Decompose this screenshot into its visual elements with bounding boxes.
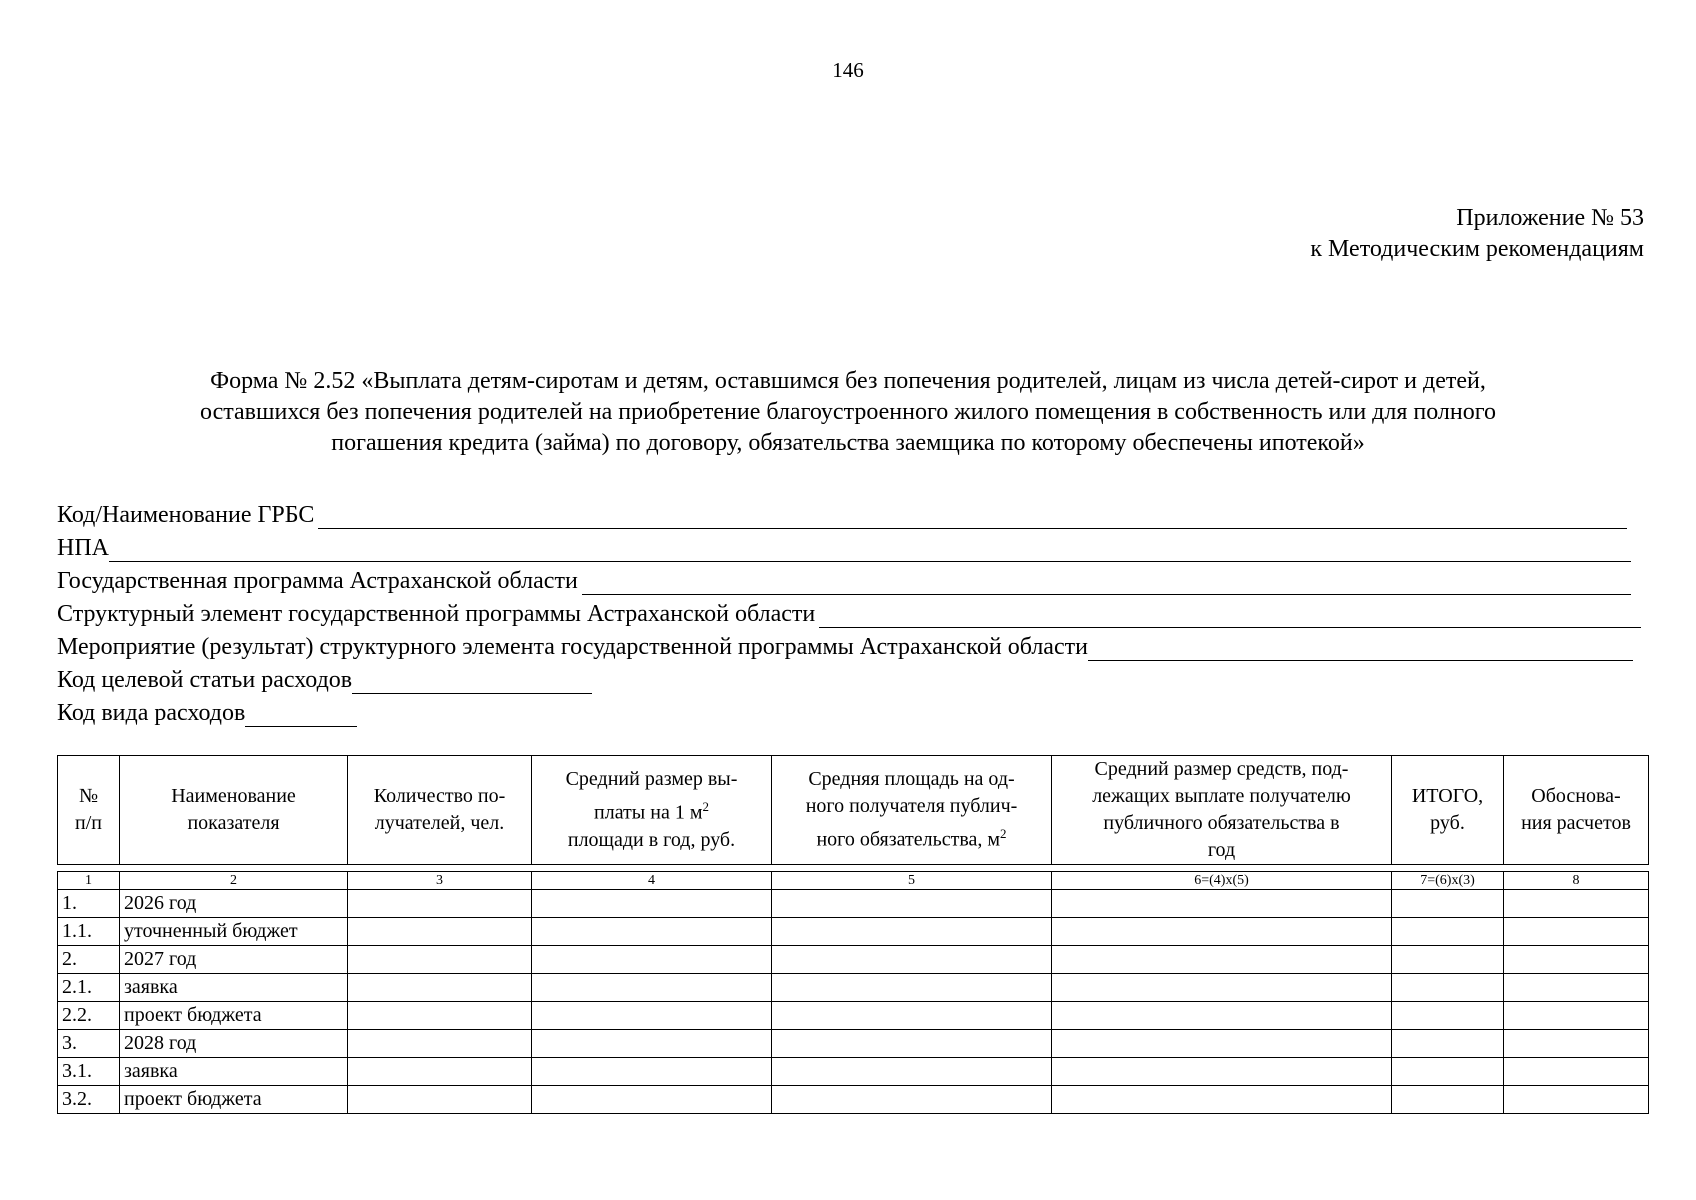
table-row — [58, 1002, 1649, 1030]
empty-value-cell[interactable] — [1052, 890, 1392, 918]
empty-value-cell[interactable] — [348, 890, 532, 918]
column-header-indicator — [120, 756, 348, 865]
empty-value-cell[interactable] — [532, 1086, 772, 1114]
empty-value-cell[interactable] — [1392, 1058, 1504, 1086]
empty-value-cell[interactable] — [532, 1058, 772, 1086]
empty-value-cell[interactable] — [532, 890, 772, 918]
empty-value-cell[interactable] — [1504, 1002, 1649, 1030]
empty-value-cell[interactable] — [348, 974, 532, 1002]
field-blank-line[interactable] — [109, 539, 1631, 562]
empty-value-cell[interactable] — [1052, 974, 1392, 1002]
appendix-reference: к Методическим рекомендациям — [1310, 236, 1644, 262]
column-number: 3 — [348, 872, 532, 890]
empty-value-cell[interactable] — [348, 946, 532, 974]
header-line: ния расчетов — [1521, 812, 1631, 834]
field-blank-line[interactable] — [1088, 638, 1633, 661]
column-header-number — [58, 756, 120, 865]
header-line: Средний размер средств, под- — [1094, 758, 1349, 780]
appendix-header — [1310, 203, 1644, 265]
table-row — [58, 974, 1649, 1002]
header-line: публичного обязательства в — [1103, 812, 1340, 834]
row-number-cell: 2. — [58, 946, 120, 974]
empty-value-cell[interactable] — [1052, 1030, 1392, 1058]
empty-value-cell[interactable] — [532, 974, 772, 1002]
superscript: 2 — [1000, 826, 1007, 842]
header-line: Наименование — [171, 785, 296, 807]
empty-value-cell[interactable] — [1392, 946, 1504, 974]
header-text: платы на 1 м — [594, 801, 703, 824]
empty-value-cell[interactable] — [348, 1086, 532, 1114]
header-line: Средний размер вы- — [565, 768, 738, 791]
empty-value-cell[interactable] — [1052, 918, 1392, 946]
empty-value-cell[interactable] — [1504, 1086, 1649, 1114]
header-line: Обоснова- — [1531, 785, 1621, 807]
row-indicator-cell: заявка — [120, 974, 348, 1002]
header-line: Количество по- — [373, 785, 506, 807]
column-number: 7=(6)х(3) — [1392, 872, 1504, 890]
row-number-cell: 3.1. — [58, 1058, 120, 1086]
form-title-line: погашения кредита (займа) по договору, обязательства заемщика по которому обеспечены ипотекой» — [331, 430, 1365, 456]
field-label: Мероприятие (результат) структурного элемента государственной программы Астраханской области — [57, 634, 1088, 660]
field-blank-line[interactable] — [245, 704, 357, 727]
column-header-total — [1392, 756, 1504, 865]
form-title-line: оставшихся без попечения родителей на приобретение благоустроенного жилого помещения в собственность или для полного — [199, 399, 1496, 425]
header-line: № — [78, 785, 99, 807]
column-number: 4 — [532, 872, 772, 890]
header-line: ного получателя публич- — [805, 795, 1018, 818]
header-line: показателя — [187, 812, 280, 834]
empty-value-cell[interactable] — [1504, 974, 1649, 1002]
column-number: 5 — [772, 872, 1052, 890]
header-line: руб. — [1430, 812, 1465, 834]
column-numbers-row — [58, 872, 1649, 890]
header-line: год — [1207, 839, 1236, 861]
field-label: Код целевой статьи расходов — [57, 667, 353, 693]
empty-value-cell[interactable] — [1392, 974, 1504, 1002]
form-fields — [57, 496, 1647, 727]
empty-value-cell[interactable] — [348, 1002, 532, 1030]
row-indicator-cell: проект бюджета — [120, 1002, 348, 1030]
form-title — [70, 366, 1626, 459]
row-indicator-cell: 2027 год — [120, 946, 348, 974]
empty-value-cell[interactable] — [1392, 1030, 1504, 1058]
field-structural-element — [57, 595, 1647, 628]
row-number-cell: 3. — [58, 1030, 120, 1058]
header-line: площади в год, руб. — [567, 828, 736, 851]
header-line: п/п — [75, 812, 102, 834]
table-row — [58, 918, 1649, 946]
page-number: 146 — [832, 58, 864, 82]
empty-value-cell[interactable] — [1052, 946, 1392, 974]
empty-value-cell[interactable] — [1052, 1086, 1392, 1114]
field-blank-line[interactable] — [582, 572, 1631, 595]
header-line: лежащих выплате получателю — [1092, 785, 1351, 807]
empty-value-cell[interactable] — [772, 1058, 1052, 1086]
empty-value-cell[interactable] — [772, 1086, 1052, 1114]
empty-value-cell[interactable] — [1504, 918, 1649, 946]
table-header-row — [58, 756, 1649, 865]
field-blank-line[interactable] — [318, 506, 1627, 529]
empty-value-cell[interactable] — [1392, 890, 1504, 918]
empty-value-cell[interactable] — [1504, 1030, 1649, 1058]
header-line — [536, 793, 767, 827]
row-indicator-cell: заявка — [120, 1058, 348, 1086]
empty-value-cell[interactable] — [532, 1002, 772, 1030]
field-state-program — [57, 562, 1647, 595]
empty-value-cell[interactable] — [532, 1030, 772, 1058]
header-line: лучателей, чел. — [374, 812, 505, 834]
row-indicator-cell: уточненный бюджет — [120, 918, 348, 946]
field-label: Структурный элемент государственной программы Астраханской области — [57, 601, 816, 627]
column-number: 8 — [1504, 872, 1649, 890]
field-label: Код/Наименование ГРБС — [57, 502, 315, 528]
table-body — [58, 865, 1649, 1114]
table-row — [58, 1086, 1649, 1114]
empty-value-cell[interactable] — [1504, 890, 1649, 918]
table-gap — [58, 865, 1649, 872]
appendix-number: Приложение № 53 — [1456, 205, 1644, 231]
form-title-line: Форма № 2.52 «Выплата детям-сиротам и детям, оставшимся без попечения родителей, лицам из числа детей-сирот и детей, — [210, 368, 1486, 394]
table-row — [58, 946, 1649, 974]
row-number-cell: 2.1. — [58, 974, 120, 1002]
field-label: Государственная программа Астраханской области — [57, 568, 578, 594]
empty-value-cell[interactable] — [348, 1058, 532, 1086]
column-header-avg-area — [772, 756, 1052, 865]
header-line: Средняя площадь на од- — [808, 768, 1015, 791]
field-measure-result — [57, 628, 1647, 661]
empty-value-cell[interactable] — [772, 974, 1052, 1002]
empty-value-cell[interactable] — [1504, 1058, 1649, 1086]
empty-value-cell[interactable] — [532, 918, 772, 946]
empty-value-cell[interactable] — [772, 918, 1052, 946]
column-header-avg-funds — [1052, 756, 1392, 865]
column-header-recipients — [348, 756, 532, 865]
superscript: 2 — [702, 799, 709, 815]
empty-value-cell[interactable] — [1504, 946, 1649, 974]
row-number-cell: 3.2. — [58, 1086, 120, 1114]
row-indicator-cell: проект бюджета — [120, 1086, 348, 1114]
empty-value-cell[interactable] — [1392, 918, 1504, 946]
column-header-justification — [1504, 756, 1649, 865]
empty-value-cell[interactable] — [348, 1030, 532, 1058]
empty-value-cell[interactable] — [772, 946, 1052, 974]
row-number-cell: 1. — [58, 890, 120, 918]
field-grbs — [57, 496, 1647, 529]
empty-value-cell[interactable] — [532, 946, 772, 974]
empty-value-cell[interactable] — [772, 1030, 1052, 1058]
field-target-article-code — [57, 661, 1647, 694]
header-text: ного обязательства, м — [816, 828, 1001, 851]
field-blank-line[interactable] — [352, 671, 592, 694]
field-label: Код вида расходов — [57, 700, 246, 726]
table-row — [58, 890, 1649, 918]
column-number: 2 — [120, 872, 348, 890]
field-label: НПА — [57, 535, 109, 561]
empty-value-cell[interactable] — [1052, 1058, 1392, 1086]
table-row — [58, 1058, 1649, 1086]
empty-value-cell[interactable] — [772, 890, 1052, 918]
column-number: 1 — [58, 872, 120, 890]
empty-value-cell[interactable] — [772, 1002, 1052, 1030]
field-npa — [57, 529, 1647, 562]
column-header-avg-payment — [532, 756, 772, 865]
header-line — [776, 820, 1047, 854]
field-expense-type-code — [57, 694, 1647, 727]
empty-value-cell[interactable] — [1392, 1086, 1504, 1114]
empty-value-cell[interactable] — [1052, 1002, 1392, 1030]
empty-value-cell[interactable] — [1392, 1002, 1504, 1030]
row-number-cell: 1.1. — [58, 918, 120, 946]
field-blank-line[interactable] — [819, 605, 1641, 628]
row-indicator-cell: 2028 год — [120, 1030, 348, 1058]
calculation-table — [57, 755, 1649, 1114]
row-indicator-cell: 2026 год — [120, 890, 348, 918]
table-row — [58, 1030, 1649, 1058]
gap-cell — [58, 865, 1649, 872]
row-number-cell: 2.2. — [58, 1002, 120, 1030]
header-line: ИТОГО, — [1411, 785, 1484, 807]
column-number: 6=(4)х(5) — [1052, 872, 1392, 890]
empty-value-cell[interactable] — [348, 918, 532, 946]
